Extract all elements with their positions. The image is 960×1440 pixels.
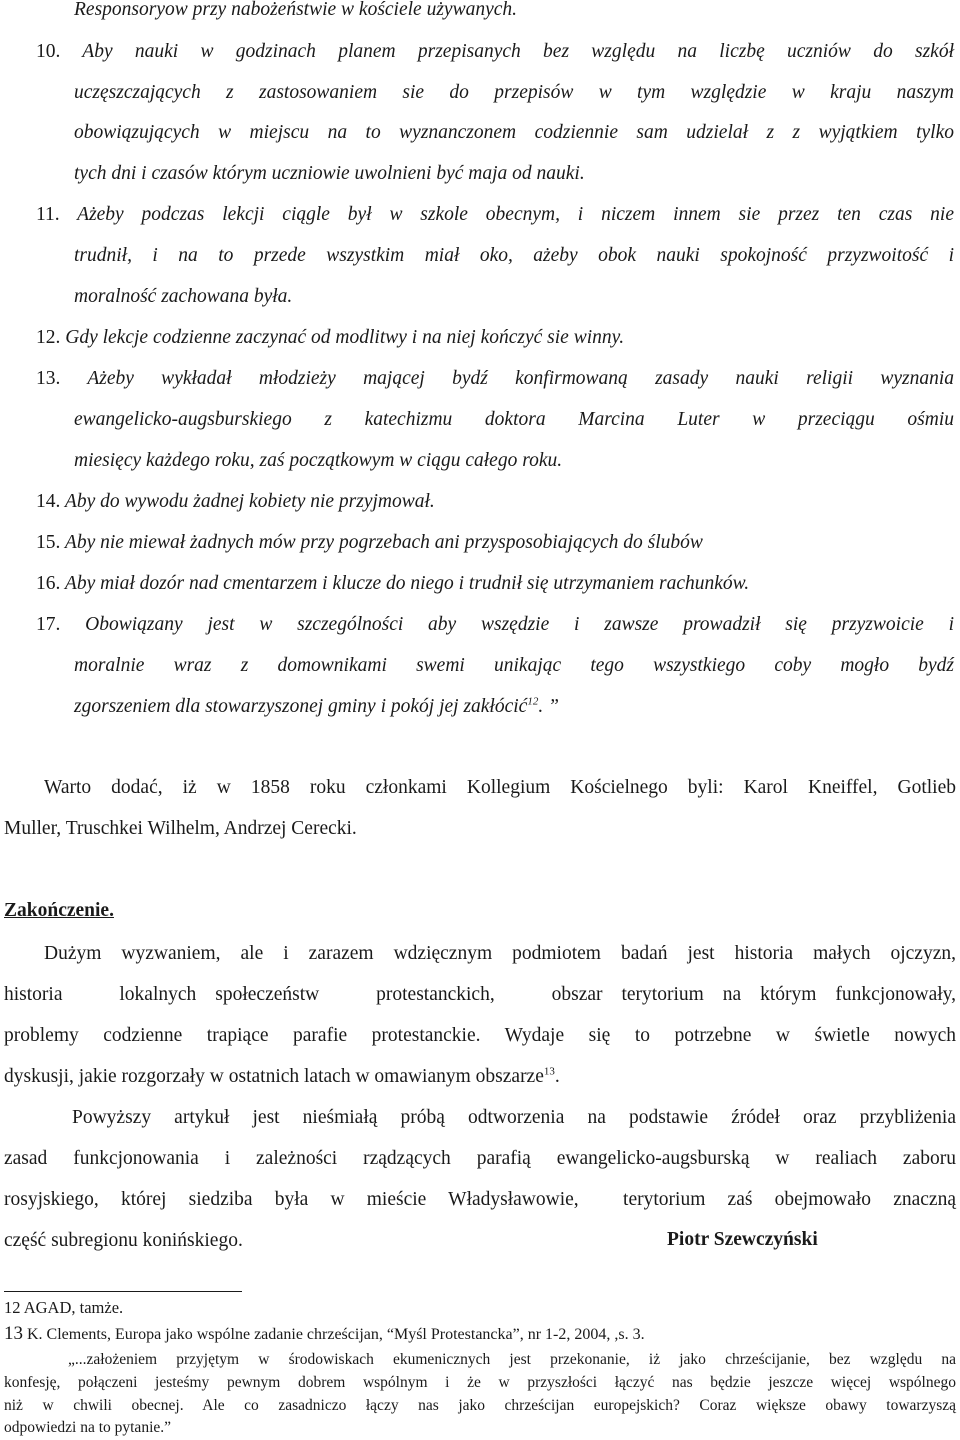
list-item-10-line-1 [36, 40, 954, 64]
footnote-number: 13 [4, 1323, 23, 1344]
footnote-text: K. Clements, Europa jako wspólne zadanie chrześcijan, “Myśl Protestancka”, nr 1-2, 2004, ,s. 3. [23, 1326, 645, 1343]
kolegium-line-1: Warto dodać, iż w 1858 roku członkami Kollegium Kościelnego byli: Karol Kneiffel, Gotlieb [44, 777, 956, 798]
conclusion-p2-line-3: rosyjskiego, której siedziba była w mieście Władysławowie, terytorium zaś obejmowało znaczną [4, 1189, 956, 1210]
conclusion-p1-line-3: problemy codzienne trapiące parafie protestanckie. Wydaje się to potrzebne w świetle nowych [4, 1025, 956, 1046]
conclusion-p1-line-4 [4, 1065, 956, 1089]
list-text: Aby nauki w godzinach planem przepisanych bez względu na liczbę uczniów do szkół [82, 41, 954, 62]
list-text: Ażeby podczas lekcji ciągle był w szkole obecnym, i niczem innem sie przez ten czas nie [77, 204, 954, 225]
list-item-13-line-3: miesięcy każdego roku, zaś początkowym w ciągu całego roku. [74, 450, 563, 471]
list-item-16 [36, 572, 954, 596]
list-item-10-line-2: uczęszczających z zastosowaniem sie do przepisów w tym względzie w kraju naszym [74, 82, 954, 103]
footnote-13-line-5: odpowiedzi na to pytanie.” [4, 1419, 172, 1436]
list-item-11-line-3: moralność zachowana była. [74, 286, 293, 307]
list-item-11-line-2: trudnił, i na to przede wszystkim miał oko, ażeby obok nauki spokojność przyzwoitość i [74, 245, 954, 266]
list-text: Aby miał dozór nad cmentarzem i klucze do niego i trudnił się utrzymaniem rachunków. [64, 573, 750, 594]
list-number: 11. [36, 204, 60, 225]
footnote-13-line-2: „...założeniem przyjętym w środowiskach ekumenicznych jest przekonanie, iż jako chrześcijanie, bez względu na [68, 1351, 956, 1368]
footnote-divider [4, 1291, 242, 1292]
list-number: 16. [36, 573, 61, 594]
list-item-15 [36, 531, 954, 555]
list-text: Obowiązany jest w szczególności aby wszędzie i zawsze prowadził się przyzwoicie i [85, 614, 954, 635]
list-item-10-line-4: tych dni i czasów którym uczniowie uwolnieni być maja od nauki. [74, 163, 585, 184]
list-item-17-line-3 [74, 695, 954, 719]
list-item-17-line-2: moralnie wraz z domownikami swemi unikając tego wszystkiego coby mogło bydź [74, 655, 954, 676]
footnote-12: 12 AGAD, tamże. [4, 1298, 124, 1317]
list-text: zgorszeniem dla stowarzyszonej gminy i pokój jej zakłócić [74, 696, 528, 717]
author-signature: Piotr Szewczyński [667, 1229, 818, 1250]
list-item-17-line-1 [36, 613, 954, 637]
footnote-13-line-1 [4, 1324, 956, 1345]
list-number: 15. [36, 532, 61, 553]
conclusion-p2-line-1: Powyższy artykuł jest nieśmiałą próbą odtworzenia na podstawie źródeł oraz przybliżenia [72, 1107, 956, 1128]
list-number: 10. [36, 41, 61, 62]
conclusion-p2-line-4: część subregionu konińskiego. [4, 1230, 243, 1251]
paragraph-text: dyskusji, jakie rozgorzały w ostatnich latach w omawianym obszarze [4, 1066, 544, 1087]
footnote-ref-13[interactable]: 13 [543, 1065, 555, 1078]
list-number: 14. [36, 491, 61, 512]
list-item-14 [36, 490, 954, 514]
kolegium-line-2: Muller, Truschkei Wilhelm, Andrzej Cerecki. [4, 818, 357, 839]
footnote-ref-12[interactable]: 12 [527, 695, 539, 708]
list-text: Aby do wywodu żadnej kobiety nie przyjmował. [64, 491, 435, 512]
list-text: Ażeby wykładał młodzieży mającej bydź konfirmowaną zasady nauki religii wyznania [87, 368, 954, 389]
list-item-9-tail: Responsoryow przy nabożeństwie w kościele używanych. [74, 0, 518, 20]
conclusion-p1-line-2: historia lokalnych społeczeństw protestanckich, obszar terytorium na którym funkcjonowały, [4, 984, 956, 1005]
footnote-13-line-4: niż w chwili obecnej. Ale co zasadniczo łączy nas jako chrześcijan europejskich? Coraz większe obawy towarzyszą [4, 1397, 956, 1414]
list-text: Gdy lekcje codzienne zaczynać od modlitwy i na niej kończyć sie winny. [65, 327, 625, 348]
list-text: . ” [538, 696, 559, 717]
list-item-13-line-1 [36, 367, 954, 391]
list-item-11-line-1 [36, 203, 954, 227]
list-number: 17. [36, 614, 61, 635]
paragraph-text: . [554, 1066, 560, 1087]
footnote-13-line-3: konfesję, połączeni jesteśmy pewnym dobrem wspólnym i że w przyszłości łączyć nas będzie jeszcze więcej wspólnego [4, 1374, 956, 1391]
conclusion-p2-line-2: zasad funkcjonowania i zależności rządzących parafią ewangelicko-augsburską w realiach zaboru [4, 1148, 956, 1169]
section-heading: Zakończenie. [4, 900, 114, 921]
conclusion-p1-line-1: Dużym wyzwaniem, ale i zarazem wdzięcznym podmiotem badań jest historia małych ojczyzn, [44, 943, 956, 964]
list-item-10-line-3: obowiązujących w miejscu na to wyznanczonem codziennie sam udzielał z z wyjątkiem tylko [74, 122, 954, 143]
list-number: 12. [36, 327, 61, 348]
list-item-13-line-2: ewangelicko-augsburskiego z katechizmu doktora Marcina Luter w przeciągu ośmiu [74, 409, 954, 430]
list-item-12 [36, 326, 954, 350]
list-text: Aby nie miewał żadnych mów przy pogrzebach ani przysposobiających do ślubów [64, 532, 703, 553]
list-number: 13. [36, 368, 61, 389]
